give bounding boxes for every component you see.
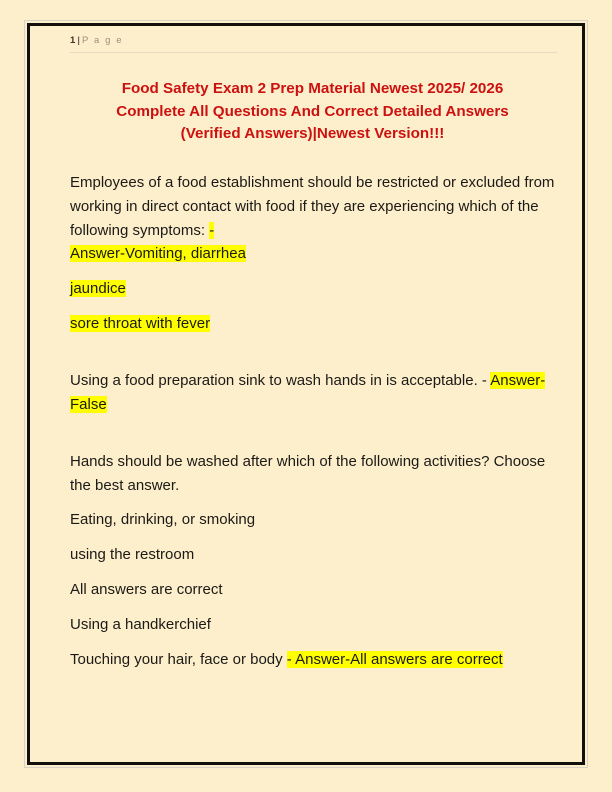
page-content [27,23,585,765]
spacer [70,417,555,450]
page-label: P a g e [81,35,124,46]
question-3-option-4: Using a handkerchief [70,615,211,633]
question-2-prompt [70,369,555,417]
answer-3: - Answer-All answers are correct [286,650,503,668]
question-1-dash-highlight: - [209,221,215,239]
question-1-answer-line-1 [70,242,555,266]
spacer [70,567,555,578]
title-line-3: (Verified Answers)|Newest Version!!! [180,124,445,142]
answer-1-c: sore throat with fever [70,315,211,333]
question-1-text: Employees of a food establishment should be restricted or excluded from working in direct contact with food if they are experiencing which of the following symptoms: [70,173,555,239]
question-1-prompt [70,171,555,243]
page-header [70,35,555,51]
header-divider [70,52,557,53]
answer-1-a: Answer-Vomiting, diarrhea [70,245,246,263]
spacer [70,602,555,613]
page-number: 1 [70,35,76,46]
spacer [70,336,555,369]
answer-2: Answer-False [70,372,546,413]
document-body [70,171,555,672]
question-1-answer-line-3 [70,312,555,336]
spacer [70,301,555,312]
question-3-prompt [70,450,555,498]
spacer [70,497,555,508]
question-3-option-3: All answers are correct [70,581,223,599]
question-3-text: Hands should be washed after which of the following activities? Choose the best answer. [70,452,546,494]
question-3-option-1: Eating, drinking, or smoking [70,511,256,529]
title-line-1: Food Safety Exam 2 Prep Material Newest 2025/ 2026 [121,80,504,98]
question-3-option-2: using the restroom [70,546,195,564]
spacer [70,532,555,543]
title-line-2: Complete All Questions And Correct Detailed Answers [116,102,509,120]
answer-1-b: jaundice [70,280,126,298]
question-2-text: Using a food preparation sink to wash hands in is acceptable. - [70,372,491,390]
spacer [70,637,555,648]
question-3-option-5-with-answer [70,648,555,672]
document-title [70,78,555,145]
page-header-separator: | [77,35,80,46]
spacer [70,266,555,277]
question-3-option-5-text: Touching your hair, face or body [70,650,287,668]
question-1-answer-line-2 [70,277,555,301]
